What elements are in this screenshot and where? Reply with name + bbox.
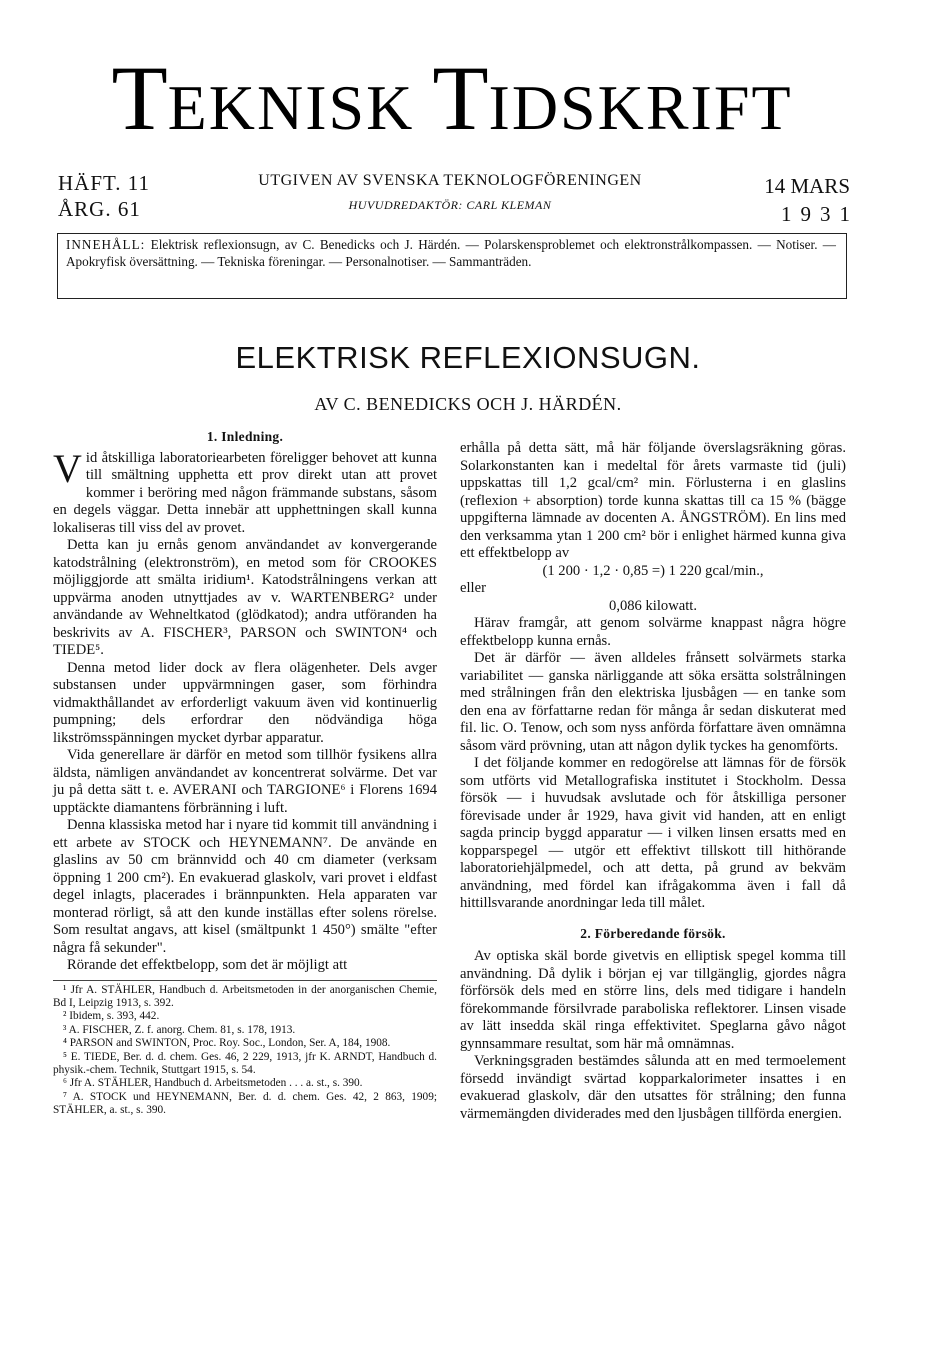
footnote: ⁴ PARSON and SWINTON, Proc. Roy. Soc., London, Ser. A, 184, 1908. bbox=[63, 1037, 391, 1050]
left-column bbox=[53, 428, 437, 1118]
footnote: ³ A. FISCHER, Z. f. anorg. Chem. 81, s. 178, 1913. bbox=[63, 1023, 296, 1036]
formula-result: 0,086 kilowatt. bbox=[609, 597, 697, 614]
paragraph: Detta kan ju ernås genom användandet av konvergerande katodstrålning (elektronström), en metod som för CROOKES möjliggjorde att smälta iridium¹. Katodstrålningens verkan att uppvärma anoden utnyttjades av v. WARTENBERG² under användande av Wehneltkatod (glödkatod); andra utföranden ha beskrivits av A. FISCHER³, PARSON och SWINTON⁴ och TIEDE⁵. bbox=[53, 537, 437, 658]
masthead-title: TEKNISK TIDSKRIFT bbox=[111, 47, 793, 149]
right-column bbox=[460, 440, 846, 1123]
paragraph: erhålla på detta sätt, må här följande överslagsräkning göras. Solarkonstanten kan i medeltal för årets varmaste tid (juli) uppskattas till 1,2 gcal/cm² min. Förlusterna i en glaslins (reflexion + absorption) torde kunna skattas till ca 15 % (bägge uppgifterna lämnade av docenten A. ÅNGSTRÖM). En lins med den verksamma ytan 1 200 cm² bör i enlighet härmed kunna giva ett effektbelopp av bbox=[460, 440, 846, 561]
footnote: ⁷ A. STOCK und HEYNEMANN, Ber. d. d. chem. Ges. 42, 2 863, 1909; STÄHLER, a. st., s. 390. bbox=[53, 1090, 437, 1117]
paragraph: Det är därför — även alldeles frånsett solvärmets starka variabilitet — ganska närliggande att söka ersätta solstrålningen med strålningen från den elektriska ljusbågen — en tanke som den ena av författarne redan för många år sedan diskuterat med fil. lic. O. Tenow, och som nyss anförda författare även omnämna såsom värd prövning, utan att någon dylik tyckes ha genomförts. bbox=[460, 650, 846, 754]
footnote: ⁶ Jfr A. STÄHLER, Handbuch d. Arbeitsmetoden . . . a. st., s. 390. bbox=[63, 1077, 363, 1090]
contents-text: Elektrisk reflexionsugn, av C. Benedicks och J. Härdén. — Polarskensproblemet och elektronstrålkompassen. — Notiser. — Apokryfisk översättning. — Tekniska föreningar. — Personalnotiser. — Sammanträden. bbox=[66, 237, 836, 269]
paragraph: Härav framgår, att genom solvärme knappast några högre effektbelopp kunna ernås. bbox=[460, 615, 846, 649]
date: 14 MARS bbox=[764, 174, 850, 198]
volume-number: ÅRG. 61 bbox=[58, 197, 141, 221]
paragraph: Av optiska skäl borde givetvis en elliptisk spegel komma till användning. Då dylik i början ej var tillgänglig, gjordes några förförsök dels med en större lins, dels med tidigare i handeln förekommande försilvrade paraboliska reflektorer. Linsen visade av lätt insedda skäl ringa effektivitet. Speglarna gåvo något gynnsammare resultat, som här må omnämnas. bbox=[460, 948, 846, 1052]
editor: HUVUDREDAKTÖR: CARL KLEMAN bbox=[348, 198, 552, 212]
paragraph: Vida generellare är därför en metod som tillhör fysikens allra äldsta, nämligen användandet av koncentrerat solvärme. Det var ju på detta sätt t. e. AVERANI och TARGIONE⁶ i Florens 1694 upptäckte diamantens förbränning i luft. bbox=[53, 747, 437, 816]
paragraph: I det följande kommer en redogörelse att lämnas för de försök som utförts vid Metallografiska institutet i Stockholm. Dessa försök — i huvudsak avslutade och för åtskilliga personer förevisade under år 1929, hava givit vid handen, att en enligt sagda princip byggd apparatur — i vilken linsen ersatts med en kopparspegel — utgör ett effektivt tillskott till hithörande laboratoriehjälpmedel, och att detta, på grund av bekväm användning, med fördel kan ifrågakomma även i fall då hittillsvarande anordningar leda till målet. bbox=[460, 755, 846, 911]
footnote: ¹ Jfr A. STÄHLER, Handbuch d. Arbeitsmetoden in der anorganischen Chemie, Bd I, Leipzig 1913, s. 392. bbox=[53, 983, 437, 1009]
footnotes bbox=[53, 980, 437, 1118]
article-title: ELEKTRISK REFLEXIONSUGN. bbox=[235, 340, 701, 375]
contents-label: INNEHÅLL: bbox=[66, 237, 146, 252]
article-authors: AV C. BENEDICKS OCH J. HÄRDÉN. bbox=[314, 394, 622, 414]
section-heading-1: 1. Inledning. bbox=[206, 429, 284, 444]
paragraph bbox=[53, 445, 437, 538]
paragraph: Verkningsgraden bestämdes sålunda att en med termoelement försedd invändigt svärtad kopparkalorimeter insattes i en evakuerad glaskolv, där den utsattes för strålning; den funna värmemängden dividerades med den ljusbågen tillförda energien. bbox=[460, 1053, 846, 1122]
paragraph: Denna klassiska metod har i nyare tid kommit till användning i ett arbete av STOCK och HEYNEMANN⁷. De använde en glaslins av 50 cm brännvidd och 40 cm diameter (verksam öppning 1 200 cm²). En evakuerad glaskolv, vari provet i eldfast degel inlagts, placerades i brännpunkten. Hela apparaten var monterad rörligt, så att den kunde inställas efter solens rörelse. Som resultat angavs, att kisel (smältpunkt 1 450°) smälte "efter några få sekunder". bbox=[53, 817, 437, 956]
paragraph: Denna metod lider dock av flera olägenheter. Dels avger substansen under uppvärmningen gaser, som förhindra vidmakthållandet av erforderligt vakuum även vid kontinuerlig pumpning; dels erfordrar den nödvändiga höga likströmsspänningen mycket dyrbar apparatur. bbox=[53, 659, 437, 746]
formula-connector: eller bbox=[460, 580, 486, 596]
table-of-contents bbox=[57, 233, 847, 299]
formula: (1 200 · 1,2 · 0,85 =) 1 220 gcal/min., bbox=[542, 562, 764, 579]
footnote: ⁵ E. TIEDE, Ber. d. d. chem. Ges. 46, 2 229, 1913, jfr K. ARNDT, Handbuch d. physik.-chem. Technik, Stuttgart 1915, s. 54. bbox=[53, 1050, 437, 1076]
issue-date bbox=[740, 172, 859, 228]
drop-cap: V bbox=[53, 445, 82, 491]
paragraph: Rörande det effektbelopp, som det är möjligt att bbox=[67, 957, 348, 973]
issue-info bbox=[58, 170, 150, 222]
section-heading-2: 2. Förberedande försök. bbox=[580, 925, 726, 941]
year: 1931 bbox=[781, 202, 859, 226]
publisher-block bbox=[230, 172, 670, 213]
publisher: UTGIVEN AV SVENSKA TEKNOLOGFÖRENINGEN bbox=[258, 172, 642, 189]
footnote: ² Ibidem, s. 393, 442. bbox=[63, 1010, 160, 1023]
issue-number: HÄFT. 11 bbox=[58, 171, 150, 195]
paragraph-text: id åtskilliga laboratoriearbeten föreligger behovet att kunna till smältning upphetta ett prov direkt utan att provet kommer i beröring med någon främmande substans, såsom en degels väggar. Detta innebär att upphettningen skall kunna lokaliseras till viss del av provet. bbox=[53, 449, 437, 536]
